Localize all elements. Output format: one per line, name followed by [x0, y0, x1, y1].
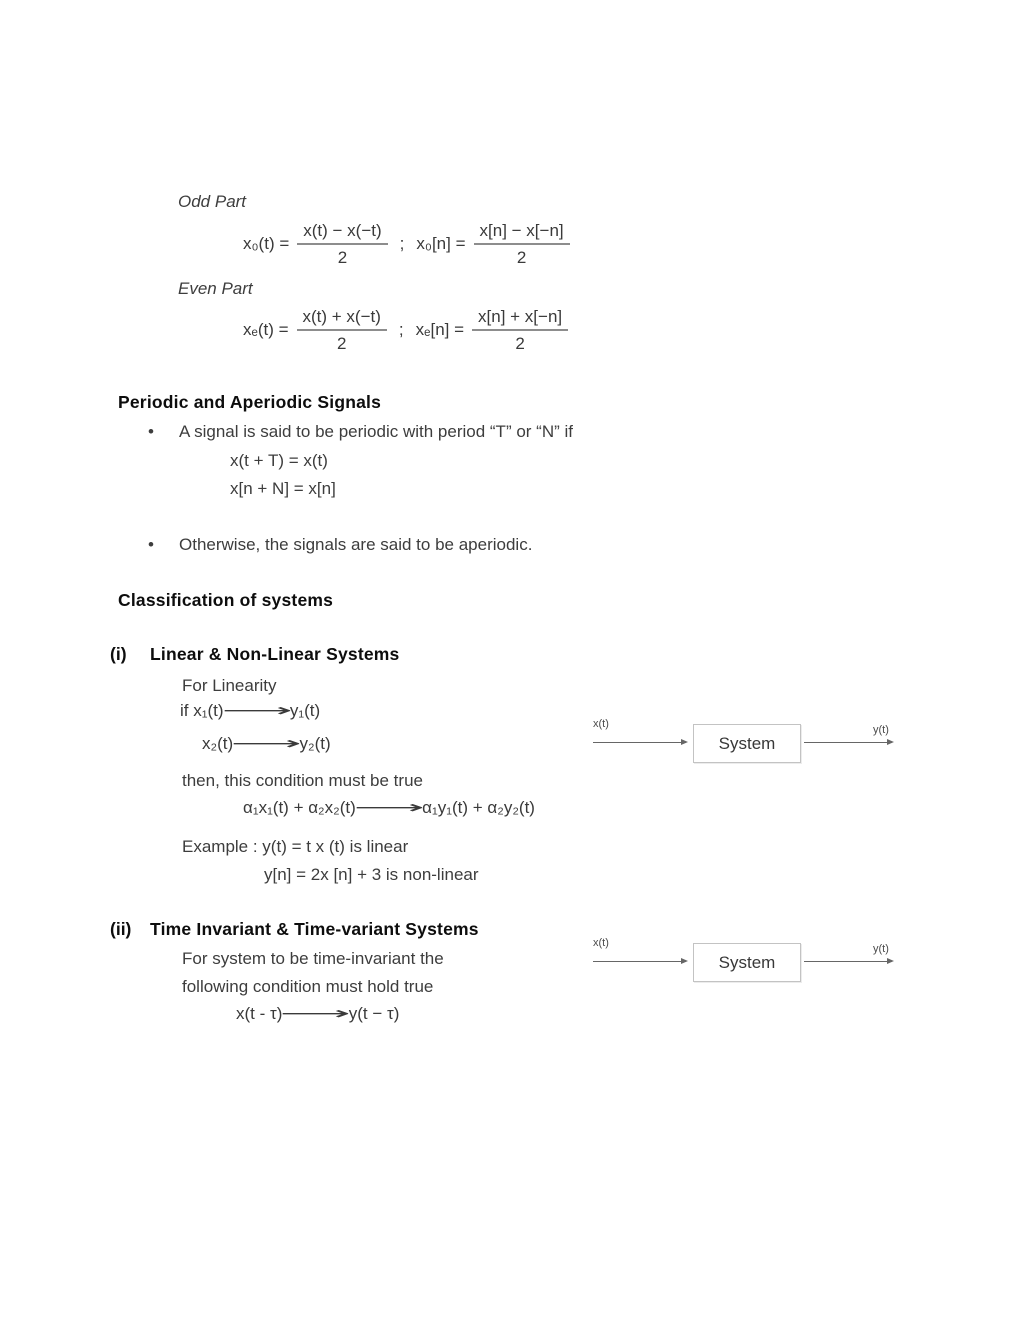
even-ct-lhs: xₑ(t) =	[243, 320, 289, 339]
system-box: System	[693, 724, 801, 763]
even-ct-fraction	[297, 306, 387, 354]
odd-ct-numerator: x(t) − x(−t)	[297, 220, 387, 245]
system-box: System	[693, 943, 801, 982]
even-dt-fraction	[472, 306, 568, 354]
subsection-heading-time-invariant	[110, 919, 479, 940]
text-for-linearity: For Linearity	[182, 676, 277, 695]
odd-dt-fraction	[474, 220, 570, 268]
even-ct-numerator: x(t) + x(−t)	[297, 306, 387, 331]
output-signal-label: y(t)	[873, 943, 889, 955]
separator-semicolon: ;	[398, 320, 404, 339]
input-arrow-icon	[593, 961, 686, 962]
separator-semicolon: ;	[399, 234, 405, 253]
cond2-lhs: x₂(t)	[202, 734, 234, 753]
shift-rhs: y(t − τ)	[348, 1004, 400, 1023]
equation-periodic-dt: x[n + N] = x[n]	[230, 479, 336, 498]
input-arrow-icon	[593, 742, 686, 743]
combination-lhs: α₁x₁(t) + α₂x₂(t)	[243, 798, 356, 817]
odd-ct-fraction	[297, 220, 387, 268]
bullet-text-periodic: A signal is said to be periodic with period “T” or “N” if	[179, 422, 573, 441]
even-dt-denominator: 2	[515, 334, 525, 353]
odd-part-equation	[243, 220, 570, 268]
subsection-number-ii: (ii)	[110, 919, 132, 939]
combination-rhs: α₁y₁(t) + α₂y₂(t)	[422, 798, 535, 817]
even-part-label: Even Part	[178, 279, 253, 298]
system-block-diagram-2	[585, 934, 897, 996]
text-time-invariant-line2: following condition must hold true	[182, 977, 434, 996]
text-then-condition: then, this condition must be true	[182, 771, 423, 790]
section-heading-periodic: Periodic and Aperiodic Signals	[118, 392, 382, 412]
text-time-invariant-line1: For system to be time-invariant the	[182, 949, 444, 968]
subsection-heading-linear	[110, 644, 400, 665]
subsection-title-time-invariant: Time Invariant & Time-variant Systems	[150, 919, 479, 939]
equation-periodic-ct: x(t + T) = x(t)	[230, 451, 328, 470]
odd-dt-denominator: 2	[516, 248, 527, 267]
odd-ct-lhs: x₀(t) =	[243, 234, 290, 253]
odd-ct-denominator: 2	[337, 248, 348, 267]
output-arrow-icon	[804, 742, 892, 743]
bullet-icon: •	[148, 535, 154, 554]
long-arrow-icon: ⟶	[353, 798, 425, 817]
cond2-rhs: y₂(t)	[299, 734, 331, 753]
system-block-diagram-1	[585, 715, 897, 777]
even-dt-lhs: xₑ[n] =	[415, 320, 465, 339]
odd-part-label: Odd Part	[178, 192, 247, 211]
text-example-linear: Example : y(t) = t x (t) is linear	[182, 837, 409, 856]
output-arrow-icon	[804, 961, 892, 962]
long-arrow-icon: ⟶	[221, 701, 293, 720]
even-part-equation	[243, 306, 568, 354]
odd-dt-lhs: x₀[n] =	[416, 234, 466, 253]
equation-linear-cond2	[202, 734, 331, 754]
bullet-item-periodic	[148, 421, 573, 443]
subsection-title-linear: Linear & Non-Linear Systems	[150, 644, 400, 664]
section-heading-classification: Classification of systems	[118, 590, 334, 610]
odd-dt-numerator: x[n] − x[−n]	[474, 220, 570, 245]
subsection-number-i: (i)	[110, 644, 127, 664]
equation-linear-cond1	[180, 701, 320, 721]
input-signal-label: x(t)	[593, 718, 609, 730]
bullet-text-aperiodic: Otherwise, the signals are said to be aperiodic.	[179, 535, 533, 554]
equation-linearity-combination	[243, 798, 535, 818]
even-ct-denominator: 2	[336, 334, 347, 353]
text-example-nonlinear: y[n] = 2x [n] + 3 is non-linear	[264, 865, 479, 884]
long-arrow-icon: ⟶	[280, 1004, 351, 1023]
input-signal-label: x(t)	[593, 937, 609, 949]
cond1-rhs: y₁(t)	[289, 701, 321, 720]
shift-lhs: x(t - τ)	[236, 1004, 283, 1023]
bullet-icon: •	[148, 422, 154, 441]
cond1-lhs: if x₁(t)	[180, 701, 224, 720]
bullet-item-aperiodic	[148, 534, 532, 556]
even-dt-numerator: x[n] + x[−n]	[472, 306, 568, 331]
long-arrow-icon: ⟶	[231, 734, 302, 753]
output-signal-label: y(t)	[873, 724, 889, 736]
equation-time-shift	[236, 1004, 399, 1024]
